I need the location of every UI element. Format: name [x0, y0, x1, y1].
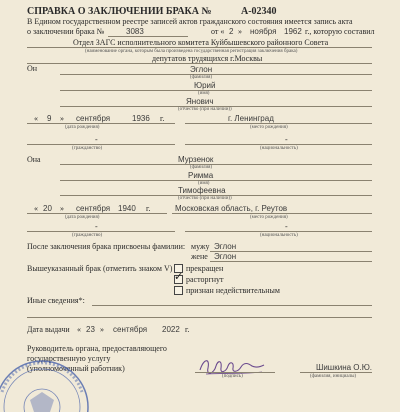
issue-quote-open: «: [77, 325, 81, 334]
wife-birth-year: 1940: [118, 204, 136, 213]
wife-birth-place-caption: (место рождения): [250, 215, 288, 220]
status-label: Вышеуказанный брак (отметить знаком V): [27, 264, 173, 273]
signer-name: Шишкина О.Ю.: [316, 363, 373, 372]
husband-birth-quote-open: «: [34, 114, 38, 123]
checkmark-icon: ✓: [174, 270, 184, 283]
husband-citizenship-caption: (гражданство): [72, 146, 103, 151]
document-title: СПРАВКА О ЗАКЛЮЧЕНИИ БРАКА №: [27, 6, 212, 17]
status-option-terminated: прекращен: [186, 264, 224, 273]
husband-name-caption: (имя): [198, 91, 210, 96]
husband-birth-place-caption: (место рождения): [250, 125, 288, 130]
surnames-after-label: После заключения брака присвоены фамилии:: [27, 242, 186, 251]
husband-citizenship-dash: -: [95, 135, 98, 144]
issue-quote-close: »: [100, 325, 104, 334]
husband-surname-caption: (фамилия): [190, 75, 213, 80]
husband-patronymic: Янович: [186, 97, 214, 106]
wife-surname-caption: (фамилия): [190, 165, 213, 170]
husband-birth-place: г. Ленинград: [228, 114, 274, 123]
wife-name-caption: (имя): [198, 181, 210, 186]
intro-line-2-b: г., которую составил: [305, 27, 375, 36]
signer-line-2: государственную услугу: [27, 354, 111, 363]
issue-day: 23: [86, 325, 95, 334]
husband-after-label: мужу: [191, 242, 210, 251]
intro-line-2-a: о заключении брака №: [27, 27, 105, 36]
status-option-invalid: признан недействительным: [186, 286, 280, 295]
issue-year-suffix: г.: [185, 325, 190, 334]
wife-nationality-caption: (национальность): [260, 233, 298, 238]
husband-name: Юрий: [194, 81, 216, 90]
husband-birth-day: 9: [47, 114, 52, 123]
husband-year-suffix: г.: [160, 114, 165, 123]
signer-name-caption: (фамилия, инициалы): [310, 374, 357, 379]
issue-date-label: Дата выдачи: [27, 325, 70, 334]
office-line-2: депутатов трудящихся г.Москвы: [152, 54, 263, 63]
office-caption: (наименование органа, которым была произведена государственная регистрация заключения брака): [85, 49, 298, 54]
record-month: ноября: [250, 27, 277, 36]
husband-birth-quote-close: »: [60, 114, 64, 123]
wife-birth-date-caption: (дата рождения): [65, 215, 100, 220]
wife-name: Римма: [188, 171, 214, 180]
other-info-label: Иные сведения*:: [27, 296, 85, 305]
record-from-label: от «: [211, 27, 225, 36]
wife-after-label: жене: [191, 252, 208, 261]
wife-birth-day: 20: [43, 204, 52, 213]
husband-patronymic-caption: (отчество (при наличии)): [178, 107, 232, 112]
office-line-1: Отдел ЗАГС исполнительного комитета Куйбышевского районного Совета: [73, 38, 329, 47]
status-option-dissolved: расторгнут: [186, 275, 224, 284]
wife-label: Она: [27, 155, 41, 164]
signer-line-3: (уполномоченный работник): [27, 364, 125, 373]
wife-citizenship-caption: (гражданство): [72, 233, 103, 238]
husband-birth-year: 1936: [132, 114, 150, 123]
official-seal-icon: [0, 352, 100, 412]
record-number: 3083: [126, 27, 144, 36]
husband-birth-date-caption: (дата рождения): [65, 125, 100, 130]
wife-birth-place: Московская область, г. Реутов: [175, 204, 288, 213]
husband-label: Он: [27, 64, 38, 73]
issue-month: сентября: [113, 325, 148, 334]
husband-birth-month: сентября: [76, 114, 111, 123]
sign-caption: (подпись): [222, 374, 243, 379]
record-year: 1962: [284, 27, 302, 36]
wife-birth-quote-open: «: [34, 204, 38, 213]
certificate-number: A-02340: [241, 6, 277, 17]
record-day: 2: [229, 27, 234, 36]
wife-patronymic-caption: (отчество (при наличии)): [178, 196, 232, 201]
record-number-line: [108, 36, 188, 37]
husband-nationality-caption: (национальность): [260, 146, 298, 151]
wife-patronymic: Тимофеевна: [178, 186, 226, 195]
husband-nationality-dash: -: [285, 135, 288, 144]
wife-birth-quote-close: »: [60, 204, 64, 213]
wife-nationality-dash: -: [285, 222, 288, 231]
intro-line-1: В Едином государственном реестре записей актов гражданского состояния имеется запись акта: [27, 17, 353, 26]
wife-after-value: Эглон: [214, 252, 237, 261]
issue-year: 2022: [162, 325, 180, 334]
husband-surname: Эглон: [190, 65, 213, 74]
wife-year-suffix: г.: [146, 204, 151, 213]
wife-birth-month: сентября: [76, 204, 111, 213]
husband-after-value: Эглон: [214, 242, 237, 251]
status-checkbox-invalid[interactable]: [174, 286, 183, 295]
wife-citizenship-dash: -: [95, 222, 98, 231]
signer-line-1: Руководитель органа, предоставляющего: [27, 344, 167, 353]
wife-surname: Мурзенок: [178, 155, 214, 164]
